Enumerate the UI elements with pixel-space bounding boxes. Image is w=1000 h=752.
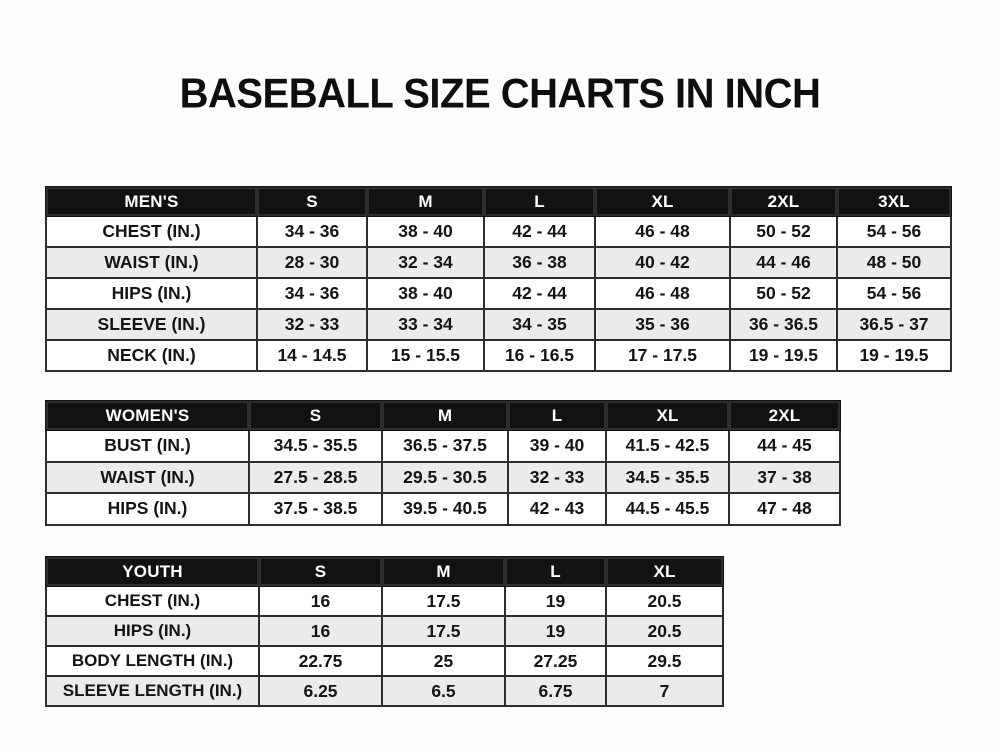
size-value: 6.5 [382, 676, 505, 706]
size-value: 17.5 [382, 616, 505, 646]
size-column-header: S [259, 557, 382, 586]
size-value: 44 - 46 [730, 247, 837, 278]
size-value: 19 - 19.5 [837, 340, 951, 371]
table-row [46, 586, 723, 616]
size-value: 28 - 30 [257, 247, 367, 278]
size-value: 36.5 - 37 [837, 309, 951, 340]
page-title: BASEBALL SIZE CHARTS IN INCH [179, 71, 821, 117]
table-row [46, 646, 723, 676]
row-label: HIPS (IN.) [46, 278, 257, 309]
row-label: BODY LENGTH (IN.) [46, 646, 259, 676]
size-value: 37 - 38 [729, 462, 840, 494]
row-label: HIPS (IN.) [46, 493, 249, 525]
size-value: 6.25 [259, 676, 382, 706]
size-column-header: L [508, 401, 606, 430]
size-value: 16 [259, 586, 382, 616]
size-value: 14 - 14.5 [257, 340, 367, 371]
youth-size-table [45, 556, 724, 707]
size-value: 29.5 [606, 646, 723, 676]
size-value: 41.5 - 42.5 [606, 430, 729, 462]
size-value: 38 - 40 [367, 278, 484, 309]
size-value: 7 [606, 676, 723, 706]
size-value: 42 - 43 [508, 493, 606, 525]
size-value: 34.5 - 35.5 [606, 462, 729, 494]
size-value: 39.5 - 40.5 [382, 493, 508, 525]
size-value: 39 - 40 [508, 430, 606, 462]
size-column-header: XL [606, 557, 723, 586]
size-value: 32 - 34 [367, 247, 484, 278]
size-value: 40 - 42 [595, 247, 730, 278]
table-row [46, 493, 840, 525]
row-label: HIPS (IN.) [46, 616, 259, 646]
size-column-header: S [249, 401, 382, 430]
size-value: 36 - 36.5 [730, 309, 837, 340]
size-value: 42 - 44 [484, 216, 595, 247]
size-value: 32 - 33 [257, 309, 367, 340]
table-row [46, 340, 951, 371]
size-value: 54 - 56 [837, 278, 951, 309]
size-value: 25 [382, 646, 505, 676]
size-value: 15 - 15.5 [367, 340, 484, 371]
womens-header-title: WOMEN'S [46, 401, 249, 430]
size-value: 50 - 52 [730, 216, 837, 247]
womens-header-row [46, 401, 840, 430]
size-value: 17 - 17.5 [595, 340, 730, 371]
size-value: 47 - 48 [729, 493, 840, 525]
table-row [46, 216, 951, 247]
row-label: NECK (IN.) [46, 340, 257, 371]
size-value: 34.5 - 35.5 [249, 430, 382, 462]
size-column-header: XL [595, 187, 730, 216]
size-value: 20.5 [606, 586, 723, 616]
size-column-header: L [505, 557, 606, 586]
row-label: CHEST (IN.) [46, 216, 257, 247]
size-value: 17.5 [382, 586, 505, 616]
size-value: 46 - 48 [595, 216, 730, 247]
size-column-header: 2XL [729, 401, 840, 430]
size-value: 48 - 50 [837, 247, 951, 278]
size-column-header: 3XL [837, 187, 951, 216]
size-column-header: L [484, 187, 595, 216]
row-label: CHEST (IN.) [46, 586, 259, 616]
size-value: 32 - 33 [508, 462, 606, 494]
mens-header-title: MEN'S [46, 187, 257, 216]
size-column-header: XL [606, 401, 729, 430]
size-value: 46 - 48 [595, 278, 730, 309]
youth-header-title: YOUTH [46, 557, 259, 586]
size-value: 34 - 35 [484, 309, 595, 340]
size-value: 36 - 38 [484, 247, 595, 278]
table-row [46, 616, 723, 646]
size-value: 19 - 19.5 [730, 340, 837, 371]
size-value: 44.5 - 45.5 [606, 493, 729, 525]
size-value: 50 - 52 [730, 278, 837, 309]
size-column-header: 2XL [730, 187, 837, 216]
table-row [46, 676, 723, 706]
row-label: SLEEVE LENGTH (IN.) [46, 676, 259, 706]
size-value: 38 - 40 [367, 216, 484, 247]
size-value: 54 - 56 [837, 216, 951, 247]
table-row [46, 430, 840, 462]
size-value: 42 - 44 [484, 278, 595, 309]
size-value: 6.75 [505, 676, 606, 706]
row-label: BUST (IN.) [46, 430, 249, 462]
size-value: 19 [505, 616, 606, 646]
table-row [46, 462, 840, 494]
size-value: 34 - 36 [257, 278, 367, 309]
size-column-header: M [382, 557, 505, 586]
row-label: WAIST (IN.) [46, 247, 257, 278]
mens-size-table [45, 186, 952, 372]
size-value: 44 - 45 [729, 430, 840, 462]
table-row [46, 247, 951, 278]
table-row [46, 278, 951, 309]
size-value: 29.5 - 30.5 [382, 462, 508, 494]
size-value: 36.5 - 37.5 [382, 430, 508, 462]
row-label: WAIST (IN.) [46, 462, 249, 494]
size-value: 34 - 36 [257, 216, 367, 247]
size-value: 22.75 [259, 646, 382, 676]
mens-header-row [46, 187, 951, 216]
youth-header-row [46, 557, 723, 586]
size-value: 19 [505, 586, 606, 616]
size-column-header: M [367, 187, 484, 216]
table-row [46, 309, 951, 340]
womens-size-table [45, 400, 841, 526]
size-column-header: M [382, 401, 508, 430]
size-value: 16 - 16.5 [484, 340, 595, 371]
size-column-header: S [257, 187, 367, 216]
size-value: 33 - 34 [367, 309, 484, 340]
size-value: 37.5 - 38.5 [249, 493, 382, 525]
row-label: SLEEVE (IN.) [46, 309, 257, 340]
size-value: 16 [259, 616, 382, 646]
size-value: 20.5 [606, 616, 723, 646]
size-value: 27.5 - 28.5 [249, 462, 382, 494]
size-value: 27.25 [505, 646, 606, 676]
size-value: 35 - 36 [595, 309, 730, 340]
